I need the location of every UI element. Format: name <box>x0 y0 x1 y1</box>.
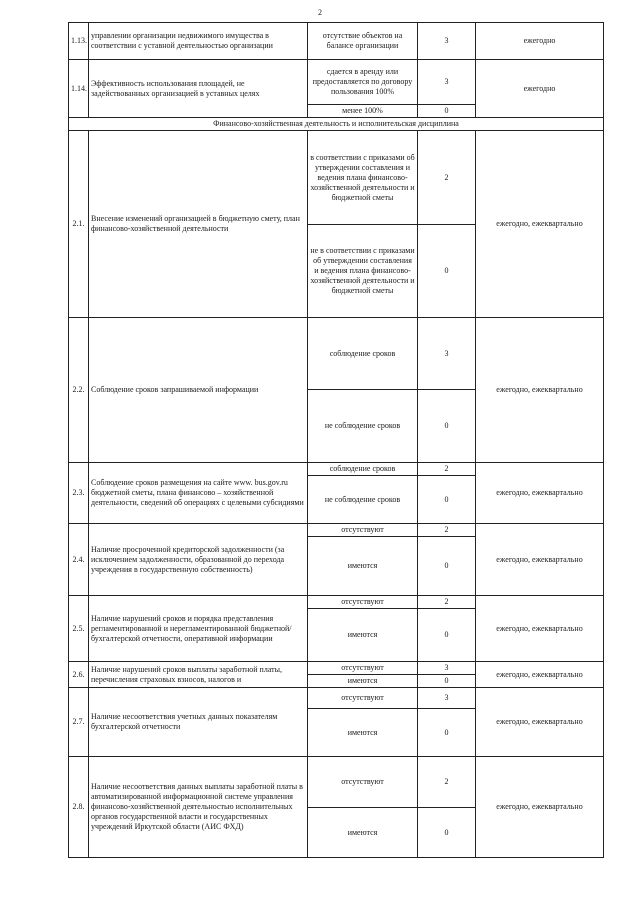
score-cell: 0 <box>418 476 476 524</box>
table-row <box>69 60 604 105</box>
periodicity-cell: ежегодно, ежеквартально <box>476 596 604 662</box>
section-row <box>69 118 604 131</box>
periodicity-cell: ежегодно, ежеквартально <box>476 463 604 524</box>
score-cell: 0 <box>418 609 476 662</box>
section-title: Финансово-хозяйственная деятельность и исполнительская дисциплина <box>69 118 604 131</box>
condition-cell: отсутствуют <box>308 757 418 808</box>
score-cell: 0 <box>418 390 476 463</box>
score-cell: 2 <box>418 131 476 225</box>
criterion-number: 2.8. <box>69 757 89 858</box>
score-cell: 2 <box>418 463 476 476</box>
score-cell: 0 <box>418 709 476 757</box>
table-row <box>69 662 604 675</box>
periodicity-cell: ежегодно <box>476 23 604 60</box>
criterion-text: Соблюдение сроков размещения на сайте www. bus.gov.ru бюджетной сметы, плана финансово – хозяйственной деятельности, сведений об операциях с целевыми субсидиями <box>89 463 308 524</box>
score-cell: 3 <box>418 688 476 709</box>
score-cell: 2 <box>418 596 476 609</box>
criterion-text: Внесение изменений организацией в бюджетную смету, план финансово-хозяйственной деятельности <box>89 131 308 318</box>
condition-cell: отсутствуют <box>308 688 418 709</box>
condition-cell: соблюдение сроков <box>308 318 418 390</box>
score-cell: 0 <box>418 225 476 318</box>
criterion-text: Наличие несоответствия учетных данных показателям бухгалтерской отчетности <box>89 688 308 757</box>
score-cell: 0 <box>418 675 476 688</box>
criterion-number: 1.13. <box>69 23 89 60</box>
score-cell: 3 <box>418 662 476 675</box>
periodicity-cell: ежегодно, ежеквартально <box>476 318 604 463</box>
table-row <box>69 131 604 225</box>
score-cell: 3 <box>418 318 476 390</box>
condition-cell: отсутствие объектов на балансе организации <box>308 23 418 60</box>
condition-cell: отсутствуют <box>308 662 418 675</box>
periodicity-cell: ежегодно, ежеквартально <box>476 524 604 596</box>
criterion-number: 2.1. <box>69 131 89 318</box>
condition-cell: в соответствии с приказами об утверждении составления и ведения плана финансово-хозяйственной деятельности и бюджетной сметы <box>308 131 418 225</box>
score-cell: 2 <box>418 757 476 808</box>
condition-cell: не соблюдение сроков <box>308 390 418 463</box>
score-cell: 0 <box>418 537 476 596</box>
criterion-text: Наличие просроченной кредиторской задолженности (за исключением задолженности, образованной до перехода учреждения в государственную собственность) <box>89 524 308 596</box>
condition-cell: отсутствуют <box>308 524 418 537</box>
table-row <box>69 757 604 808</box>
table-row <box>69 318 604 390</box>
criterion-text: управлении организации недвижимого имущества в соответствии с уставной деятельностью организации <box>89 23 308 60</box>
criteria-table <box>68 22 604 858</box>
table-row <box>69 596 604 609</box>
condition-cell: имеются <box>308 537 418 596</box>
condition-cell: отсутствуют <box>308 596 418 609</box>
criterion-number: 2.3. <box>69 463 89 524</box>
criterion-text: Наличие нарушений сроков и порядка представления регламентированной и нерегламентированной бюджетной/бухгалтерской отчетности, оперативной информации <box>89 596 308 662</box>
table-row <box>69 463 604 476</box>
condition-cell: соблюдение сроков <box>308 463 418 476</box>
table-row <box>69 688 604 709</box>
condition-cell: не соблюдение сроков <box>308 476 418 524</box>
table-row <box>69 23 604 60</box>
score-cell: 0 <box>418 808 476 858</box>
score-cell: 3 <box>418 23 476 60</box>
table-row <box>69 524 604 537</box>
criterion-text: Наличие нарушений сроков выплаты заработной платы, перечисления страховых взносов, налогов и <box>89 662 308 688</box>
criterion-number: 2.4. <box>69 524 89 596</box>
periodicity-cell: ежегодно, ежеквартально <box>476 131 604 318</box>
periodicity-cell: ежегодно, ежеквартально <box>476 662 604 688</box>
periodicity-cell: ежегодно, ежеквартально <box>476 757 604 858</box>
page-number: 2 <box>318 8 322 17</box>
criterion-text: Наличие несоответствия данных выплаты заработной платы в автоматизированной информационной системе управления финансово-хозяйственной деятельностью исполнительных органов государственной власти и государственных учреждений Иркутской области (АИС ФХД) <box>89 757 308 858</box>
criterion-number: 2.7. <box>69 688 89 757</box>
criterion-number: 2.2. <box>69 318 89 463</box>
criterion-number: 2.5. <box>69 596 89 662</box>
periodicity-cell: ежегодно <box>476 60 604 118</box>
criterion-number: 2.6. <box>69 662 89 688</box>
criterion-text: Эффективность использования площадей, не задействованных организацией в уставных целях <box>89 60 308 118</box>
condition-cell: не в соответствии с приказами об утверждении составления и ведения плана финансово-хозяйственной деятельности и бюджетной сметы <box>308 225 418 318</box>
condition-cell: менее 100% <box>308 105 418 118</box>
periodicity-cell: ежегодно, ежеквартально <box>476 688 604 757</box>
condition-cell: имеются <box>308 675 418 688</box>
condition-cell: имеются <box>308 609 418 662</box>
condition-cell: сдается в аренду или предоставляется по договору пользования 100% <box>308 60 418 105</box>
condition-cell: имеются <box>308 808 418 858</box>
criterion-text: Соблюдение сроков запрашиваемой информации <box>89 318 308 463</box>
score-cell: 2 <box>418 524 476 537</box>
criterion-number: 1.14. <box>69 60 89 118</box>
condition-cell: имеются <box>308 709 418 757</box>
score-cell: 3 <box>418 60 476 105</box>
score-cell: 0 <box>418 105 476 118</box>
